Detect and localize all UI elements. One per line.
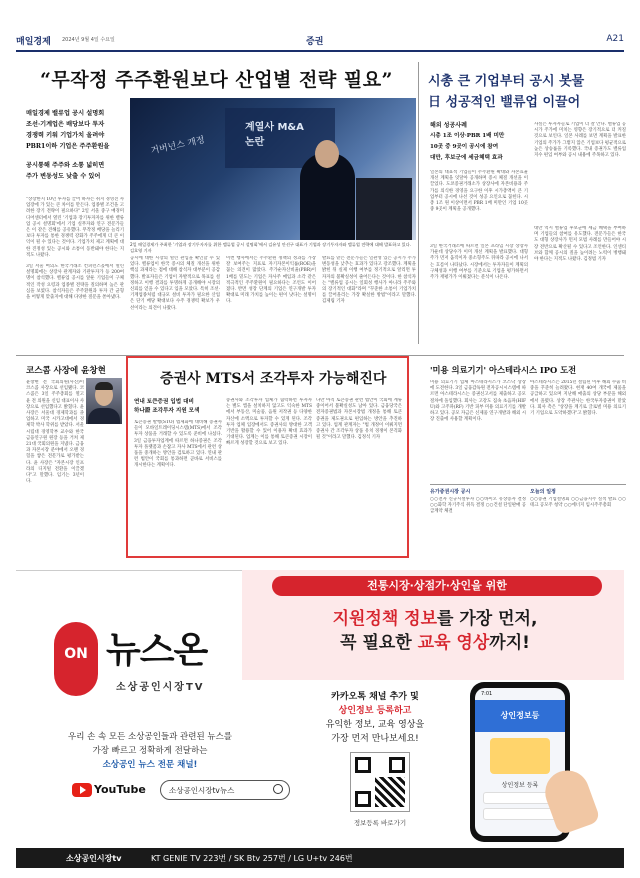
mid-line: 상인정보 등록하고 [338, 706, 412, 716]
photo-caption: 2일 매일경제가 주최한 '기업과 장기투자자를 위한 밸류업 공시 설명회'에서 김유성 안선구 대표가 기업과 장기투자자와 밸류업 전략에 대해 발표하고 있다. 김호영 기자 [130, 242, 412, 253]
portrait-hair [95, 382, 113, 390]
side-body-2: 3일 한국거래소에 따르면 일본 프라임 시장 상장사 가운데 상당수가 이미 개선 계획을 발표했다. 대형주가 먼저 움직이자 중소형주도 뒤따라 공시에 나서는 흐름이 나타났다. 시장에서는 투자자들이 계획의 구체성과 이행 여부를 기준으로 기업을 평가하면서 주가 재평가가 이뤄졌다는 분석이 나온다. [430, 244, 528, 281]
magnifier-icon[interactable] [273, 784, 283, 794]
side-deck [430, 120, 528, 164]
ad-headline-2 [250, 628, 620, 653]
phone-title: 상인정보등 [500, 711, 540, 720]
on-badge-text: ON [64, 646, 88, 662]
masthead [16, 33, 624, 47]
ad-headline-hl2: 교육 영상 [417, 633, 490, 653]
date: 2024년 9월 4일 수요일 [62, 37, 115, 43]
deck-line: 하나證 조각투자 지원 모색 [134, 408, 200, 414]
qr-finder [389, 757, 405, 773]
deck-line: 10곳 중 9곳이 공시에 참여 [430, 144, 499, 150]
info-right-body: ○○증권 기업설명회 ○○금융지주 실적 발표 ○○테크 공모주 청약 ○○에너지 임시주주총회 [530, 497, 626, 509]
side-headline-1: 시총 큰 기업부터 공시 봇물 [428, 74, 585, 89]
main-photo [130, 98, 416, 240]
deck-line: 주가 변동성도 낮출 수 있어 [26, 173, 101, 180]
mid-line: 유익한 정보, 교육 영상을 [325, 720, 425, 730]
mid-line: 카카오톡 채널 추가 및 [331, 692, 419, 702]
main-body-col1: "상장한지 10년 투자를 끌어 하자는 취지 경영진 사업장에 가 있는 큰 차이를 만든다. 업종별 조건을 고려한 장기 전략이 필요하다" 2일 서울 중구 매경미디어센터에서 열린 '기업과 장기투자자를 위한 밸류업 공시 설명회'에서 기업 실무자와 연구 전문가들은 이 같은 견해를 공유했다. 무작정 배당을 늘리기보다 투자를 통한 경쟁력 강화가 주주에게 더 큰 이익이 될 수 있다는 것이다. 기업가치 제고 계획에 대한 진정성 있는 공시와 소통이 동반돼야 한다는 지적도 나왔다. [26, 197, 124, 258]
deck-line: 연내 토큰증권 입법 대비 [134, 399, 194, 405]
side-headline-2: 日 성공적인 밸류업 이끌어 [428, 95, 581, 110]
medical-title: '미용 의료기기' 아스테라시스 IPO 도전 [430, 365, 577, 375]
boxed-body-2: 증권사와 조각투자 업체가 협력하면 투자자는 별도 앱을 설치하지 않고도 익숙한 MTS에서 부동산, 미술품, 음원 저작권 등 다양한 자산에 소액으로 투자할 수 있게 된다. 조각투자 업체 입장에서도 증권사의 방대한 고객 기반을 활용할 수 있어 이용자 확대 효과가 기대된다. 업계는 이를 통해 토큰증권 시장이 빠르게 성장할 것으로 보고 있다. [226, 398, 312, 447]
masthead-rule [16, 50, 624, 52]
side-body-1: 일본의 대표적 기업들이 주주환원 확대와 자본효율 개선 계획을 잇달아 공개하며 증시 체질 개선을 이끌었다. 도쿄증권거래소가 상장사에 자본비용과 주가를 의식한 경영을 요구한 이후 시가총액이 큰 기업부터 공시에 나선 것이 성공 요인으로 꼽힌다. 시총 1조 원 이상이면서 PBR 1배 미만인 기업 10곳 중 9곳이 계획을 공개했다. [430, 170, 528, 213]
main-body-col2: 공시에 대한 시장의 열린 관심을 확인할 수 있었다. 밸류업이 한국 증시의 체질 개선을 위한 핵심 과제라는 점에 대해 참석자 대부분이 공감했다. 발표자들은 기업이 자발적으로 목표를 설정하고 이행 결과를 투명하게 공개해야 시장의 신뢰를 얻을 수 있다고 입을 모았다. 특히 조선·기계업종처럼 대규모 설비 투자가 필요한 산업은 단기 배당 확대보다 수주 경쟁력 확보가 우선이라는 의견이 나왔다. [130, 256, 220, 311]
main-deck [26, 108, 124, 182]
side-body-4: 대만 역시 밸류업 후보군에 세금 혜택을 부여하며 기업들의 참여를 유도했다. 전문가들은 한국도 대형 상장사가 먼저 모범 사례를 만들어야 시장 전반으로 확산될 수 있다고 조언한다. 인센티브와 함께 공시의 질을 높이려는 노력이 병행돼야 한다는 지적도 나왔다. 김정범 기자 [534, 226, 626, 263]
portrait-suit [88, 408, 120, 424]
channel-bar [16, 848, 624, 868]
qr-pattern [375, 777, 405, 807]
personnel-title: 코스콤 사장에 윤창현 [26, 366, 106, 376]
podium [356, 178, 412, 240]
deck-line: 매일경제 밸류업 공시 설명회 [26, 110, 105, 117]
main-body-col1b: 3일 서울 여의도 한국거래소 컨퍼런스홀에서 열린 설명회에는 상장사 관계자와 기관투자가 등 200여 명이 참석했다. 밸류업 공시를 앞둔 기업들이 구체적인 작성 요령과 업종별 전략을 질의하며 높은 관심을 보였다. 참석자들은 주주환원과 투자 간 균형을 어떻게 맞출지에 대해 다양한 질문을 쏟아냈다. [26, 264, 124, 301]
news-on-logo [54, 612, 244, 718]
medical-body-2: 아스테라시스는 2015년 설립된 이후 해외 수출 비중을 꾸준히 늘려왔다. 현재 40여 개국에 제품을 공급하고 있으며 지난해 매출의 상당 부분을 해외에서 올렸다. 상장 주관사는 한국투자증권이 맡았다. 회사 측은 "상장을 계기로 글로벌 미용 의료기기 기업으로 도약하겠다"고 밝혔다. [530, 380, 626, 417]
info-divider [430, 484, 626, 485]
ad-tagline-3: 소상공인 뉴스 전문 채널! [102, 760, 198, 770]
youtube-logo [72, 782, 152, 798]
ad-banner: 전통시장·상점가·상인을 위한 [272, 576, 602, 596]
phone-illustration [490, 738, 550, 774]
logo-text: 뉴스온 [106, 630, 208, 671]
channel-bar-list: KT GENIE TV 223번 / SK Btv 257번 / LG U+tv 246번 [151, 854, 353, 863]
personnel-body: 윤창현 전 국회의원(사진)이 코스콤 사장으로 선임됐다. 코스콤은 3일 주주총회를 열고 윤 전 의원을 신임 대표이사 사장으로 선임했다고 밝혔다. 윤 사장은 서울대 경제학과를 졸업하고 미국 시카고대에서 경제학 박사 학위를 받았다. 서울시립대 경영학부 교수와 한국금융연구원 원장 등을 거쳐 제21대 국회의원을 지냈다. 금융과 자본시장 분야에서 오랜 경험을 쌓은 전문가로 평가받는다. 윤 사장은 "자본시장 인프라의 디지털 전환을 이끌겠다"고 말했다. 임기는 3년이다. [26, 380, 84, 485]
qr-code[interactable] [350, 752, 410, 812]
info-right-title: 오늘의 일정 [530, 489, 556, 495]
personnel-photo [86, 378, 122, 424]
info-left-body: ○○전자 신규시설투자 ○○바이오 유상증자 결정 ○○화학 자기주식 취득 결정 ○○건설 단일판매 공급계약 체결 [430, 497, 526, 515]
section-name: 증권 [306, 37, 324, 47]
photo-sign-text: 계열사 M&A [245, 122, 304, 133]
ad-headline-post: 까지! [489, 633, 530, 653]
search-query: 소상공인시장tv뉴스 [169, 786, 235, 795]
speaker-head [315, 140, 339, 168]
main-body-col3: 이번 행사에서는 주주환원 정책의 성과를 가장 잘 보여주는 지표로 자기자본이익률(ROE)을 꼽는 의견이 많았다. 주가순자산비율(PBR)이 1배를 밑도는 기업은 자사주 매입과 소각 같은 적극적인 주주환원이 필요하다는 조언도 이어졌다. 반면 성장 단계의 기업은 연구개발 투자 확대로 미래 가치를 높이는 편이 낫다는 설명이다. [226, 256, 316, 305]
photo-sign-text: 논란 [245, 137, 265, 148]
ad-headline-pre: 꼭 필요한 [340, 633, 418, 653]
deck-line: PBR1이하 기업은 주주환원을 [26, 143, 110, 150]
photo-sign-text: 거버넌스 개정 [149, 135, 206, 157]
ad-headline-hl: 지원정책 정보 [332, 609, 438, 629]
main-body-col4: 발표를 맡은 전문가들은 일관성 있는 공시가 주가 변동성을 낮추는 효과가 있다고 강조했다. 계획을 밝힌 뒤 실제 이행 여부를 정기적으로 알리면 투자자의 불확실성이 줄어든다는 것이다. 한 참석자는 "밸류업 공시는 일회성 행사가 아니라 주주와의 장기적인 대화"라며 "꾸준한 소통이 기업가치를 끌어올리는 가장 확실한 방법"이라고 말했다. 김제림 기자 [322, 256, 416, 305]
qr-label: 정보등록 바로가기 [353, 819, 407, 827]
boxed-body-1: 토큰증권 발행(STO) 법제화에 대비해 증권사들이 모바일트레이딩시스템(MTS)에서 조각투자 상품을 거래할 수 있도록 준비에 나섰다. 3일 금융투자업계에 따르면 하나증권은 조각투자 플랫폼과 손잡고 자사 MTS에서 관련 상품을 중개하는 방안을 검토하고 있다. 연내 관련 법안이 국회를 통과하면 곧바로 서비스를 개시한다는 계획이다. [134, 420, 222, 469]
channel-bar-brand: 소상공인시장tv [66, 854, 122, 863]
deck-line: 조선·기계업은 배당보다 투자 [26, 121, 105, 128]
deck-line: 경쟁력 키워 기업가치 올려야 [26, 132, 105, 139]
info-left-title: 유가증권시장 공시 [430, 489, 471, 495]
column-divider [418, 62, 419, 344]
play-triangle-icon [80, 786, 86, 794]
youtube-text: YouTube [94, 783, 146, 796]
qr-finder [355, 757, 371, 773]
youtube-search-box[interactable] [160, 780, 290, 800]
boxed-deck [134, 398, 224, 416]
medical-body-1: 미용 의료기기 업체 아스테라시스가 코스닥 상장에 도전한다. 3일 금융감독원 전자공시시스템에 따르면 아스테라시스는 증권신고서를 제출하고 공모 절차에 돌입했다. 회사는 고강도 집속 초음파(HIFU)와 고주파(RF) 기반 피부 미용 의료기기를 개발하고 있다. 공모 자금은 신제품 연구개발과 해외 시장 진출에 사용할 계획이다. [430, 380, 526, 423]
side-body-3: 사실은 투자자들로 기업이 더 잘 안다. 밸류업 공시가 주가에 미치는 영향은 장기적으로 더 커질 것으로 보인다. 일본 사례를 보면 계획을 발표한 기업의 주가가 그렇지 않은 기업보다 평균적으로 높은 상승률을 기록했다. 국내 증권가도 밸류업 지수 편입 여부와 공시 내용에 주목하고 있다. [534, 122, 626, 159]
boxed-headline: 증권사 MTS서 조각투자 가능해진다 [160, 371, 387, 387]
ad-tagline-2: 가장 빠르고 정확하게 전달하는 [92, 746, 208, 756]
paper-name: 매일경제 [16, 37, 51, 47]
deck-line: 시총 1조 이상·PBR 1배 미만 [430, 133, 505, 139]
ad-tagline-1: 우리 손 속 모든 소상공인들과 관련된 뉴스를 [67, 732, 232, 742]
ad-headline-rest: 를 가장 먼저, [437, 609, 538, 629]
mid-line: 가장 먼저 만나보세요! [331, 734, 419, 744]
deck-line: 해외 성공사례 [430, 122, 467, 129]
deck-line: 공시통해 주주와 소통 넓히면 [26, 162, 105, 169]
logo-sub: 소상공인시장TV [116, 682, 205, 693]
ad-mid [300, 690, 450, 746]
phone-list-item[interactable] [483, 808, 557, 820]
main-headline: “무작정 주주환원보다 산업별 전략 필요” [40, 69, 393, 91]
ad-headline-1 [250, 604, 620, 629]
boxed-body-3: 다만 아직 토큰증권 관련 법안이 국회에 계류 중이어서 불확실성도 남아 있다. 금융당국은 전자증권법과 자본시장법 개정을 통해 토큰증권을 제도권으로 편입하는 방안을 추진하고 있다. 업계 관계자는 "법 개정이 이뤄지면 증권사 간 조각투자 상품 유치 경쟁이 본격화될 것"이라고 말했다. 김정석 기자 [316, 398, 402, 441]
deck-line: 대만, 후보군에 세금혜택 효과 [430, 155, 503, 161]
phone-time: 7:01 [481, 691, 493, 697]
page-number: A21 [606, 34, 624, 44]
phone-sub: 상인정보 등록 [501, 782, 539, 789]
qr-finder [355, 791, 371, 807]
